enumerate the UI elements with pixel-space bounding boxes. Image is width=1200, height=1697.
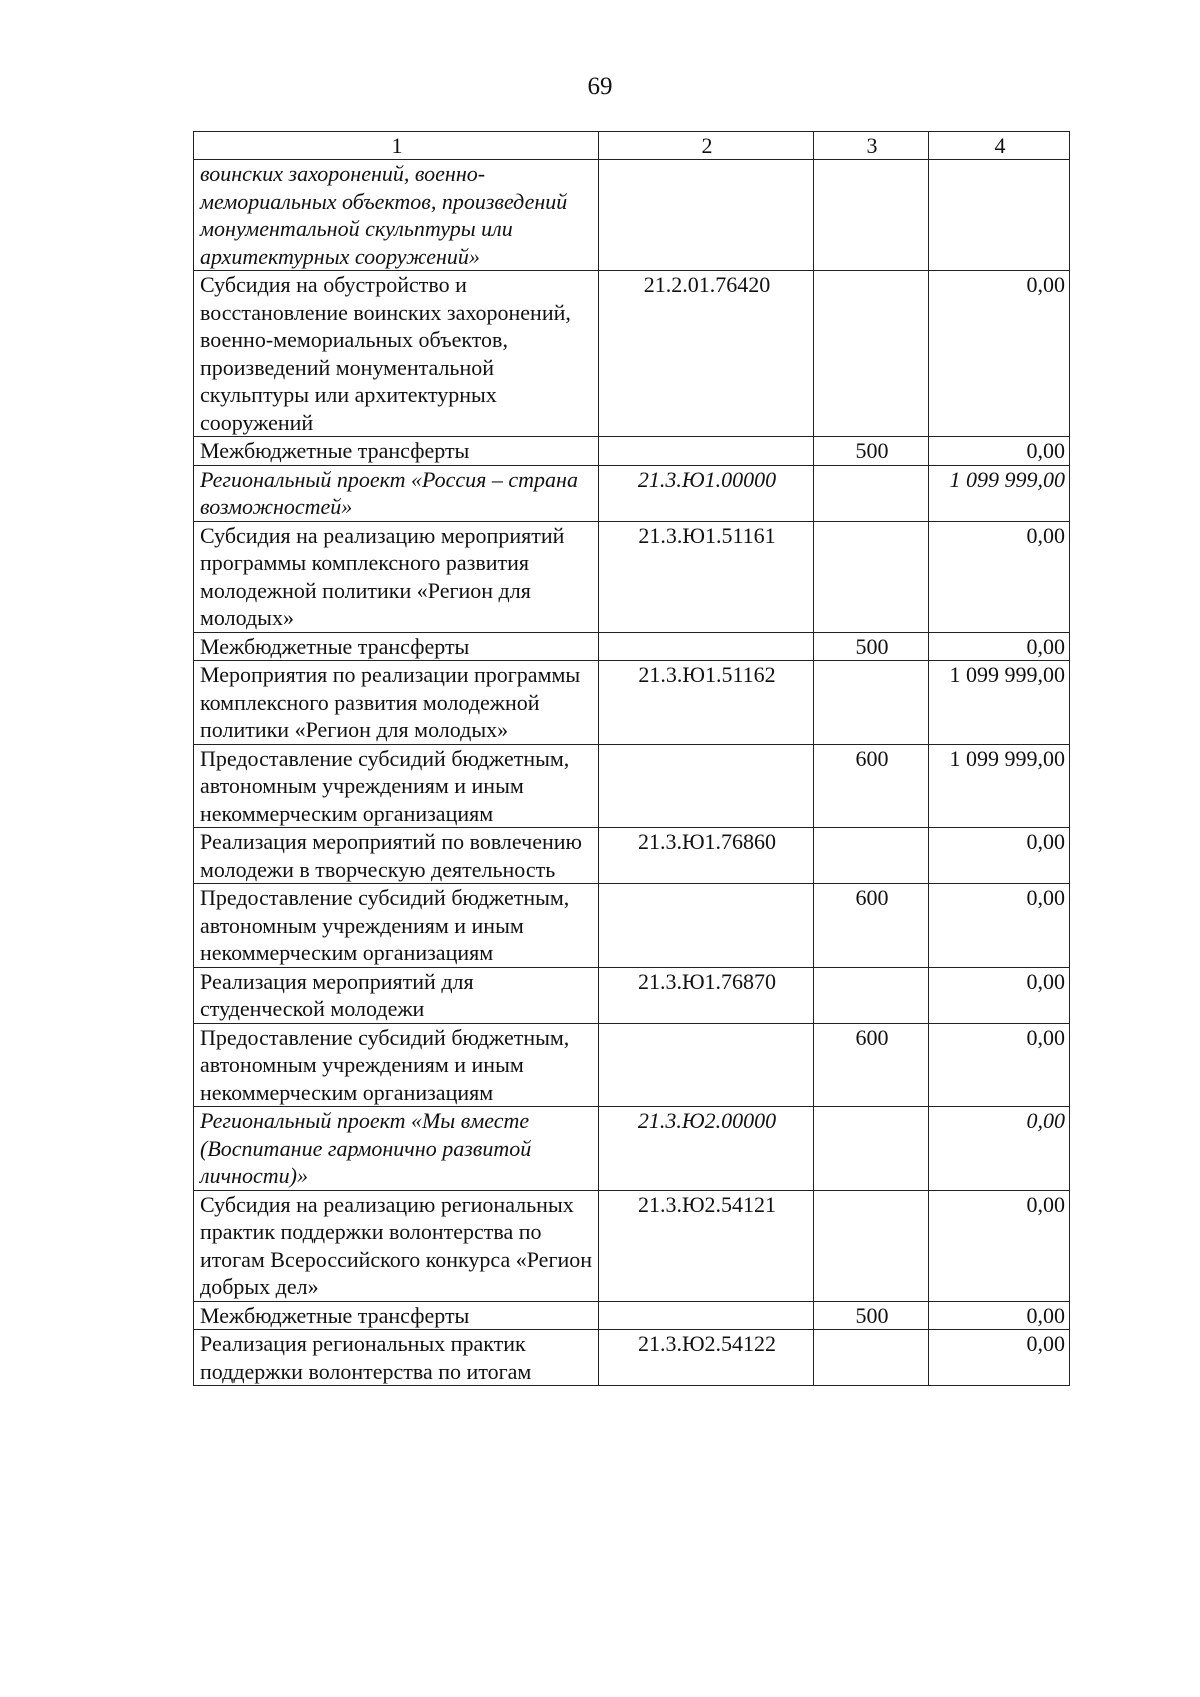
budget-table xyxy=(193,131,1070,1386)
row-type: 600 xyxy=(814,744,929,828)
row-code: 21.3.Ю1.76870 xyxy=(599,967,814,1023)
row-name: Предоставление субсидий бюджетным, автономным учреждениям и иным некоммерческим организациям xyxy=(194,884,599,968)
row-type xyxy=(814,271,929,437)
table-row xyxy=(194,1301,1070,1330)
table-row xyxy=(194,1107,1070,1191)
row-type: 500 xyxy=(814,632,929,661)
page-number: 69 xyxy=(587,73,613,100)
row-code xyxy=(599,1023,814,1107)
row-amount: 0,00 xyxy=(929,884,1070,968)
row-amount: 0,00 xyxy=(929,828,1070,884)
row-name: Субсидия на реализацию мероприятий программы комплексного развития молодежной политики «Регион для молодых» xyxy=(194,521,599,632)
row-name: Предоставление субсидий бюджетным, автономным учреждениям и иным некоммерческим организациям xyxy=(194,744,599,828)
row-amount: 0,00 xyxy=(929,1190,1070,1301)
table-row xyxy=(194,465,1070,521)
row-code: 21.3.Ю2.00000 xyxy=(599,1107,814,1191)
row-code: 21.3.Ю1.51162 xyxy=(599,661,814,745)
table-row xyxy=(194,1330,1070,1386)
row-name: Реализация мероприятий по вовлечению молодежи в творческую деятельность xyxy=(194,828,599,884)
row-type xyxy=(814,1107,929,1191)
row-amount: 0,00 xyxy=(929,967,1070,1023)
row-name: Субсидия на обустройство и восстановление воинских захоронений, военно-мемориальных объектов, произведений монументальной скульптуры или архитектурных сооружений xyxy=(194,271,599,437)
table-row xyxy=(194,271,1070,437)
table-row xyxy=(194,160,1070,271)
row-code: 21.3.Ю2.54121 xyxy=(599,1190,814,1301)
row-name: Межбюджетные трансферты xyxy=(194,437,599,466)
table-row xyxy=(194,1023,1070,1107)
row-amount: 0,00 xyxy=(929,632,1070,661)
row-code: 21.3.Ю1.51161 xyxy=(599,521,814,632)
row-type xyxy=(814,465,929,521)
table-body xyxy=(194,160,1070,1386)
row-amount: 0,00 xyxy=(929,437,1070,466)
row-amount: 0,00 xyxy=(929,521,1070,632)
row-code xyxy=(599,744,814,828)
column-header-2: 2 xyxy=(599,132,814,160)
row-amount: 0,00 xyxy=(929,1301,1070,1330)
row-code xyxy=(599,437,814,466)
row-type: 600 xyxy=(814,1023,929,1107)
row-code: 21.3.Ю1.76860 xyxy=(599,828,814,884)
table-row xyxy=(194,632,1070,661)
table-row xyxy=(194,661,1070,745)
column-header-1: 1 xyxy=(194,132,599,160)
row-amount: 1 099 999,00 xyxy=(929,744,1070,828)
row-name: Региональный проект «Мы вместе (Воспитание гармонично развитой личности)» xyxy=(194,1107,599,1191)
row-code xyxy=(599,884,814,968)
row-type: 500 xyxy=(814,437,929,466)
row-name: Субсидия на реализацию региональных практик поддержки волонтерства по итогам Всероссийского конкурса «Регион добрых дел» xyxy=(194,1190,599,1301)
row-code xyxy=(599,160,814,271)
row-type xyxy=(814,828,929,884)
row-name: Региональный проект «Россия – страна возможностей» xyxy=(194,465,599,521)
row-amount: 0,00 xyxy=(929,1330,1070,1386)
table-row xyxy=(194,437,1070,466)
row-name: воинских захоронений, военно-мемориальных объектов, произведений монументальной скульптуры или архитектурных сооружений» xyxy=(194,160,599,271)
row-code: 21.3.Ю2.54122 xyxy=(599,1330,814,1386)
row-amount: 0,00 xyxy=(929,271,1070,437)
row-name: Предоставление субсидий бюджетным, автономным учреждениям и иным некоммерческим организациям xyxy=(194,1023,599,1107)
row-type: 600 xyxy=(814,884,929,968)
table-header xyxy=(194,132,1070,160)
table-row xyxy=(194,967,1070,1023)
row-type: 500 xyxy=(814,1301,929,1330)
column-header-3: 3 xyxy=(814,132,929,160)
row-type xyxy=(814,1330,929,1386)
header-row xyxy=(194,132,1070,160)
row-code: 21.3.Ю1.00000 xyxy=(599,465,814,521)
table-row xyxy=(194,828,1070,884)
row-name: Межбюджетные трансферты xyxy=(194,632,599,661)
table-row xyxy=(194,884,1070,968)
row-amount xyxy=(929,160,1070,271)
row-type xyxy=(814,521,929,632)
row-amount: 0,00 xyxy=(929,1107,1070,1191)
row-name: Реализация мероприятий для студенческой молодежи xyxy=(194,967,599,1023)
row-name: Мероприятия по реализации программы комплексного развития молодежной политики «Регион для молодых» xyxy=(194,661,599,745)
table-row xyxy=(194,744,1070,828)
row-type xyxy=(814,1190,929,1301)
row-name: Реализация региональных практик поддержки волонтерства по итогам xyxy=(194,1330,599,1386)
row-amount: 1 099 999,00 xyxy=(929,661,1070,745)
row-code: 21.2.01.76420 xyxy=(599,271,814,437)
row-name: Межбюджетные трансферты xyxy=(194,1301,599,1330)
row-code xyxy=(599,632,814,661)
row-amount: 0,00 xyxy=(929,1023,1070,1107)
row-amount: 1 099 999,00 xyxy=(929,465,1070,521)
row-code xyxy=(599,1301,814,1330)
row-type xyxy=(814,160,929,271)
row-type xyxy=(814,661,929,745)
table-row xyxy=(194,1190,1070,1301)
table-row xyxy=(194,521,1070,632)
column-header-4: 4 xyxy=(929,132,1070,160)
row-type xyxy=(814,967,929,1023)
